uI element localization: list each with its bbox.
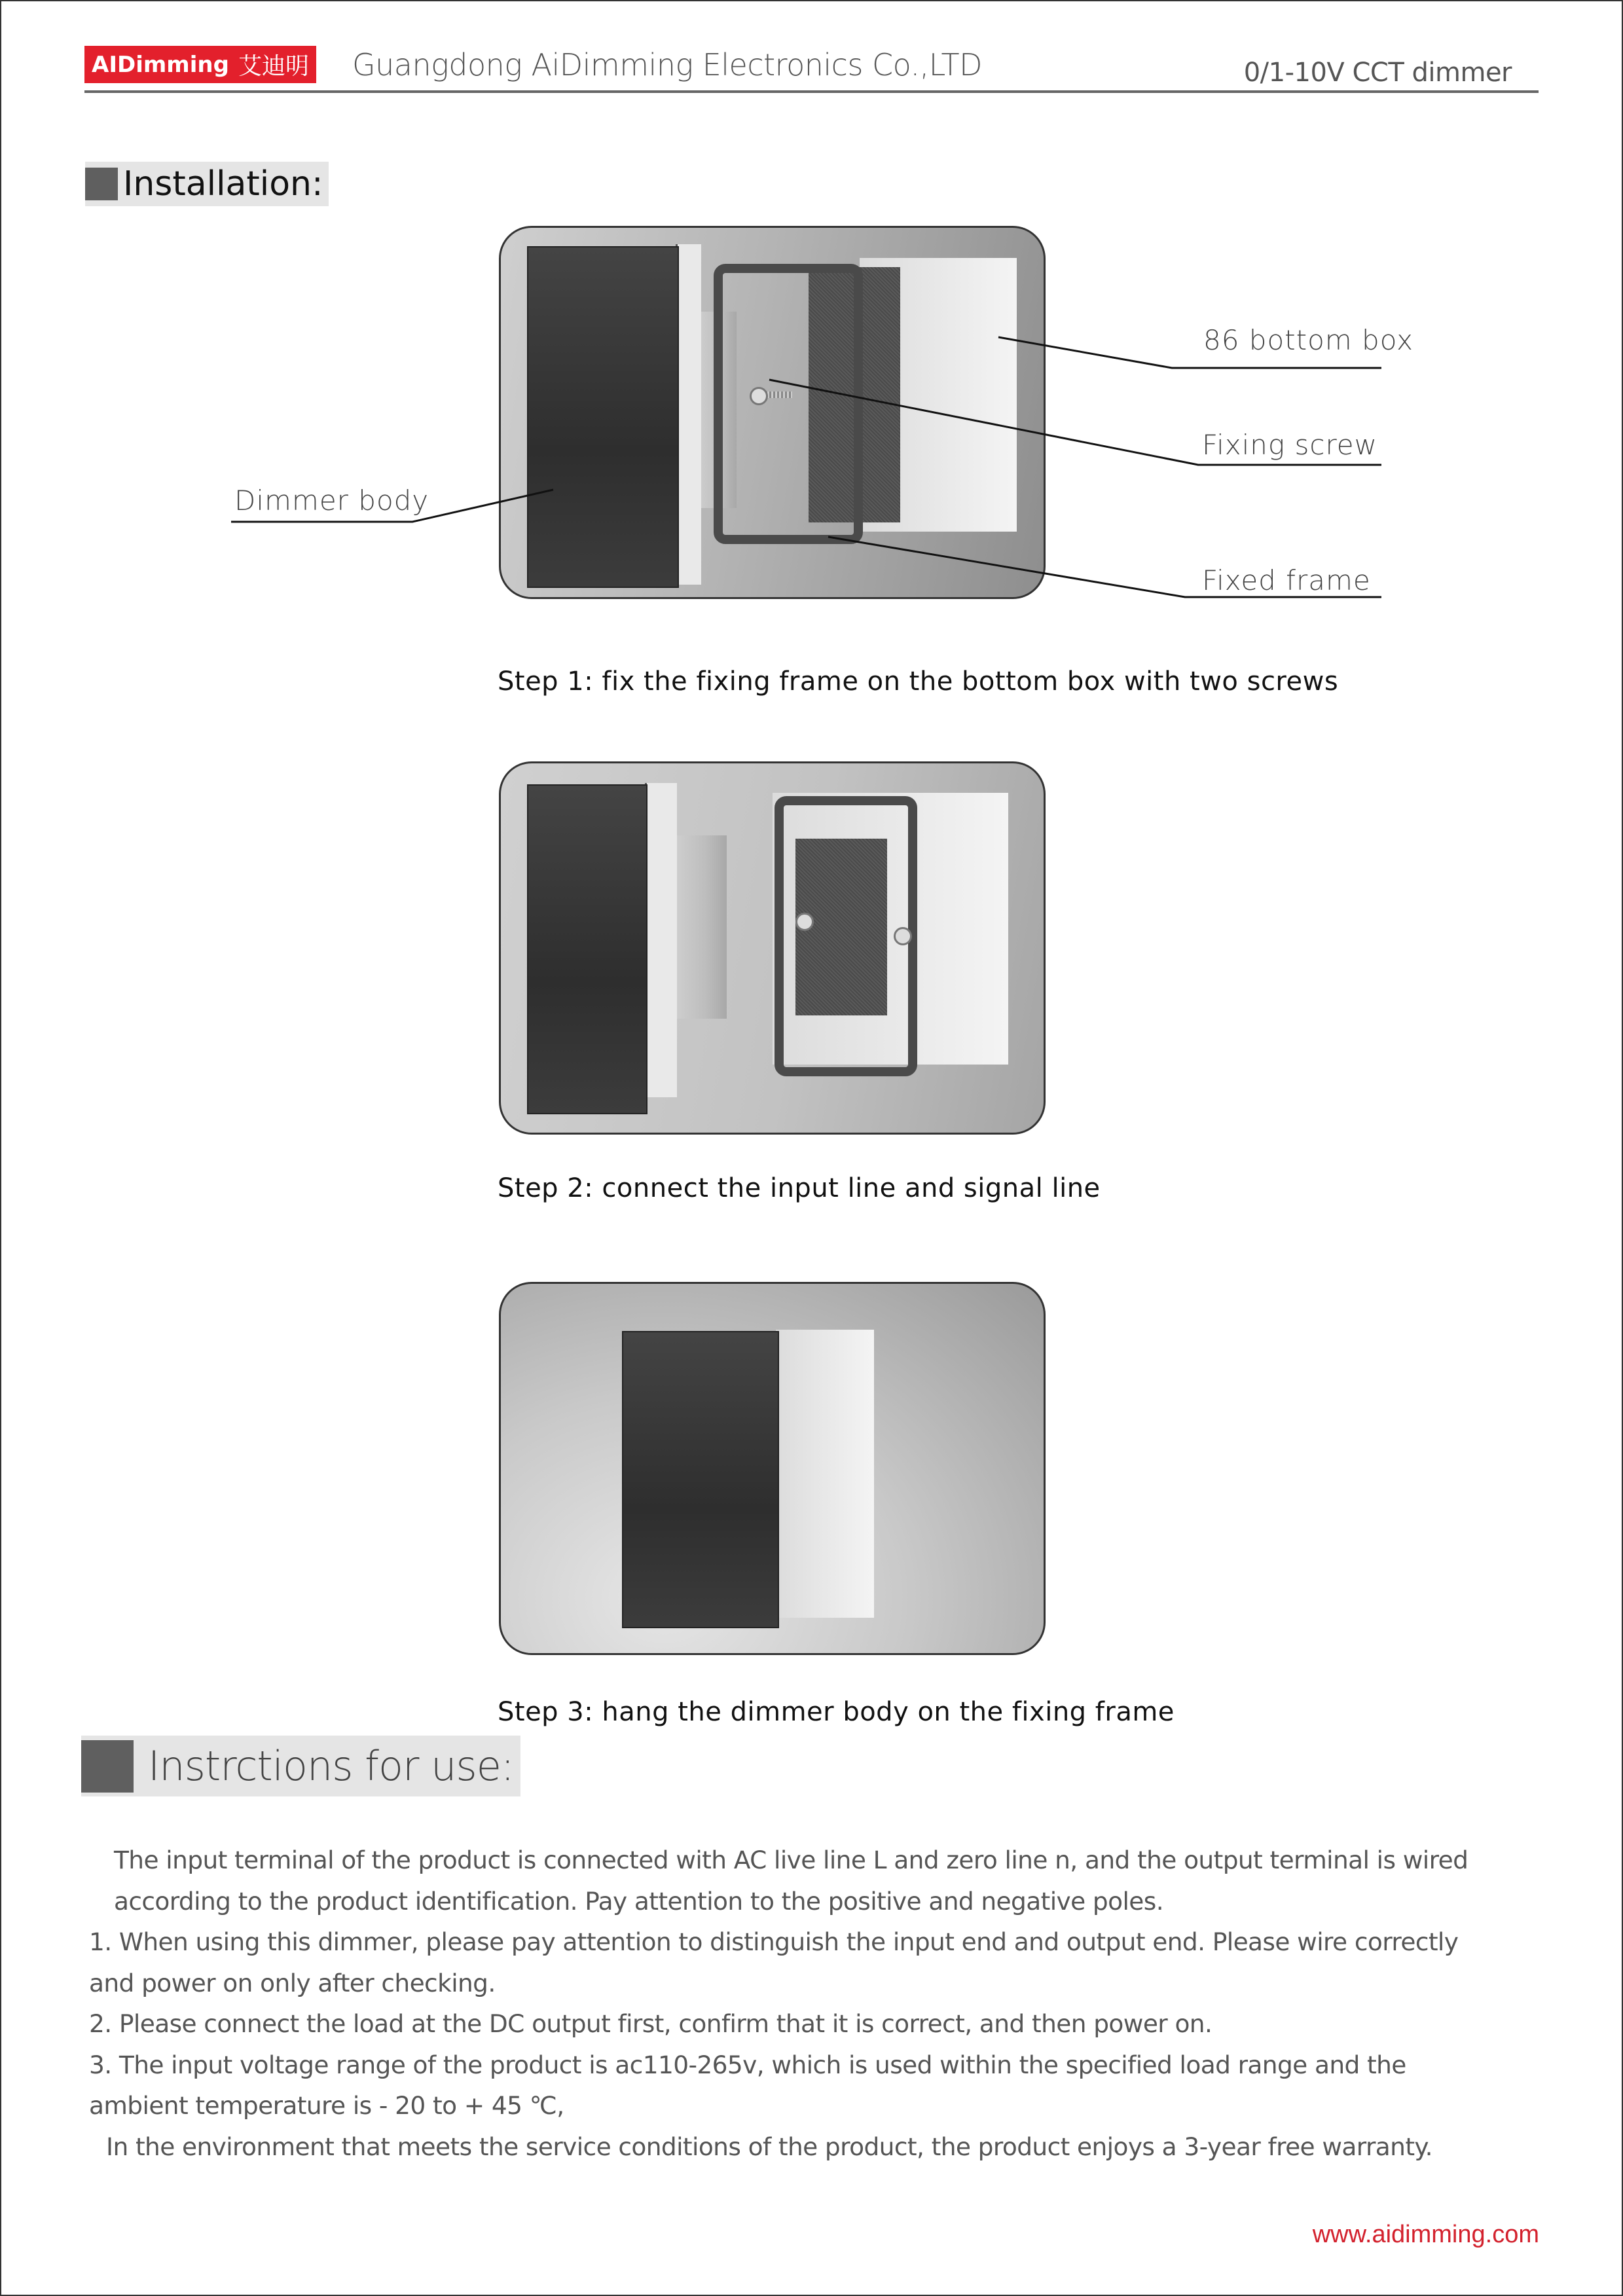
instruction-warranty: In the environment that meets the service conditions of the product, the product enjoys a 3-year free warranty. — [106, 2132, 1432, 2161]
fixing-frame — [714, 264, 863, 544]
brand-logo — [84, 46, 316, 83]
heading-marker-icon — [85, 168, 118, 200]
instruction-item-1: 1. When using this dimmer, please pay attention to distinguish the input end and output end. Please wire correctly and power on only after checking. — [89, 1927, 1459, 1997]
step-1-caption: Step 1: fix the fixing frame on the bottom box with two screws — [498, 666, 1339, 697]
figure-step-2 — [499, 761, 1046, 1135]
instruction-intro: The input terminal of the product is connected with AC live line L and zero line n, and the output terminal is wired according to the product identification. Pay attention to the positive and negative poles. — [114, 1846, 1468, 1916]
dimmer-body-edge — [676, 244, 701, 585]
dimmer-body-panel — [527, 784, 647, 1114]
instruction-item-2: 2. Please connect the load at the DC output first, confirm that it is correct, and then power on. — [89, 2009, 1213, 2038]
instructions-heading — [81, 1736, 520, 1796]
dimmer-body-panel — [622, 1331, 779, 1628]
instruction-item-3: 3. The input voltage range of the product is ac110-265v, which is used within the specified load range and the ambient temperature is - 20 to + 45 ℃, — [89, 2050, 1406, 2120]
dimmer-body-panel — [527, 246, 679, 588]
callout-bottom-box: 86 bottom box — [1203, 324, 1413, 356]
dimmer-module — [674, 835, 727, 1019]
step-3-caption: Step 3: hang the dimmer body on the fixing frame — [498, 1697, 1175, 1727]
company-name: Guangdong AiDimming Electronics Co.,LTD — [352, 47, 983, 82]
figure-step-1 — [499, 226, 1046, 599]
callout-dimmer-body: Dimmer body — [234, 484, 429, 517]
callout-fixing-screw: Fixing screw — [1202, 429, 1377, 461]
step-2-caption: Step 2: connect the input line and signal line — [498, 1173, 1101, 1203]
fixing-screw-icon — [795, 913, 814, 931]
header-divider — [84, 90, 1539, 93]
product-name: 0/1-10V CCT dimmer — [1243, 58, 1512, 88]
instructions-title: Instrctions for use: — [148, 1742, 514, 1790]
callout-fixed-frame: Fixed frame — [1202, 564, 1371, 596]
instructions-body — [89, 1840, 1477, 2167]
fixing-screw-icon — [750, 387, 768, 405]
figure-step-3 — [499, 1282, 1046, 1655]
dimmer-body-edge — [645, 783, 677, 1097]
logo-text: AIDimming — [92, 51, 229, 78]
heading-marker-icon — [81, 1740, 134, 1793]
fixing-screw-icon — [894, 927, 912, 945]
installation-title: Installation: — [123, 164, 323, 204]
mounted-box — [776, 1330, 874, 1618]
logo-chinese-text: 艾迪明 — [238, 53, 309, 80]
installation-heading — [85, 162, 329, 206]
website-link[interactable]: www.aidimming.com — [1312, 2221, 1539, 2248]
